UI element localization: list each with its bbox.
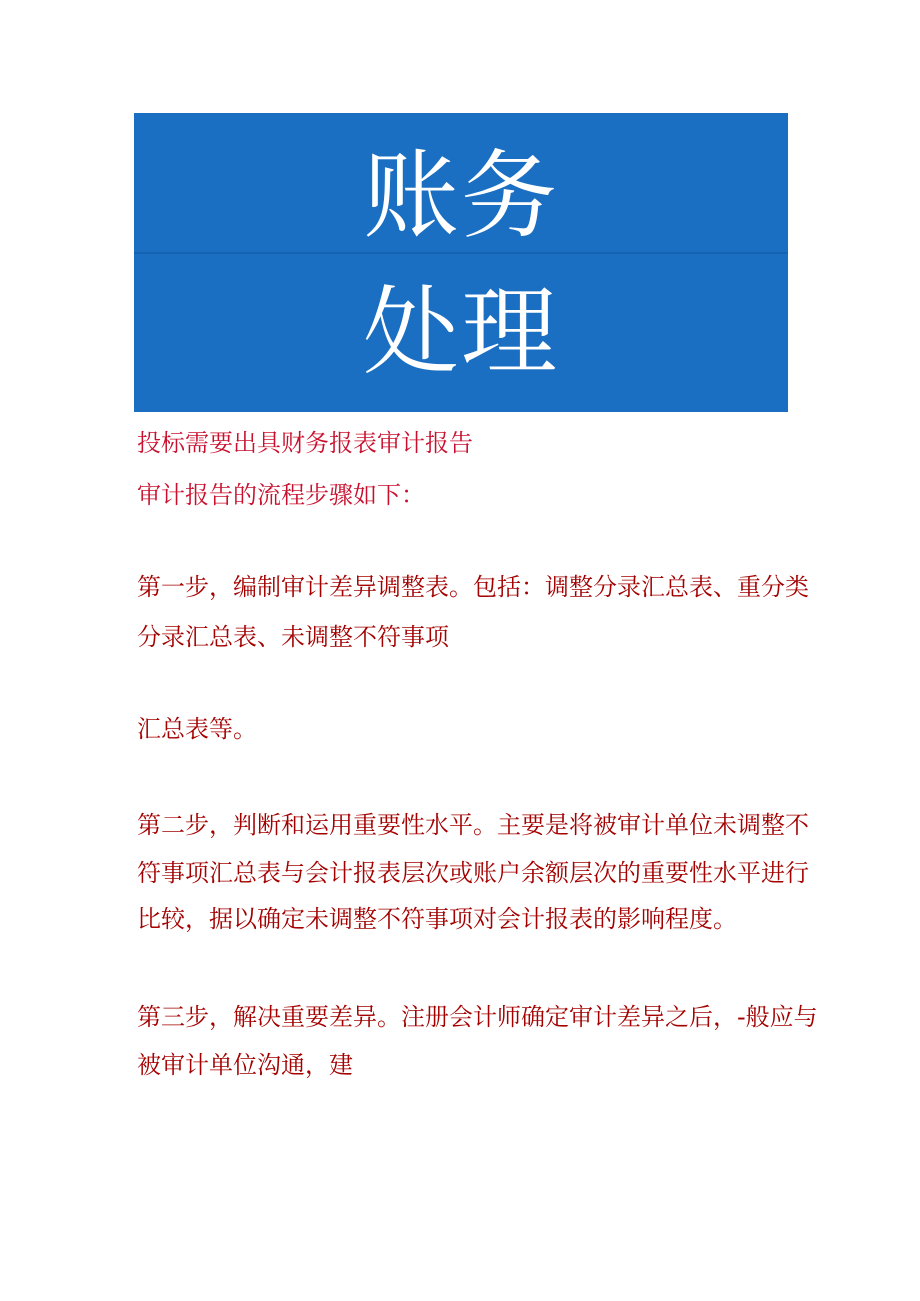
step-3-line-2: 被审计单位沟通，建 — [137, 1051, 353, 1079]
intro-line-2: 审计报告的流程步骤如下： — [137, 481, 425, 509]
step-3-line-1: 第三步，解决重要差异。注册会计师确定审计差异之后，-般应与 — [137, 1003, 818, 1031]
banner-title-line-1: 账务 — [363, 140, 559, 252]
step-1-line-3: 汇总表等。 — [137, 715, 257, 743]
step-2-line-3: 比较，据以确定未调整不符事项对会计报表的影响程度。 — [137, 905, 737, 933]
title-banner — [134, 113, 788, 412]
step-2-line-2: 符事项汇总表与会计报表层次或账户余额层次的重要性水平进行 — [137, 859, 809, 887]
step-1-line-2: 分录汇总表、未调整不符事项 — [137, 623, 449, 651]
step-2-line-1: 第二步，判断和运用重要性水平。主要是将被审计单位未调整不 — [137, 811, 809, 839]
intro-line-1: 投标需要出具财务报表审计报告 — [137, 429, 473, 457]
banner-title-line-2: 处理 — [363, 276, 559, 388]
banner-divider — [134, 252, 788, 254]
step-1-line-1: 第一步，编制审计差异调整表。包括：调整分录汇总表、重分类 — [137, 573, 809, 601]
